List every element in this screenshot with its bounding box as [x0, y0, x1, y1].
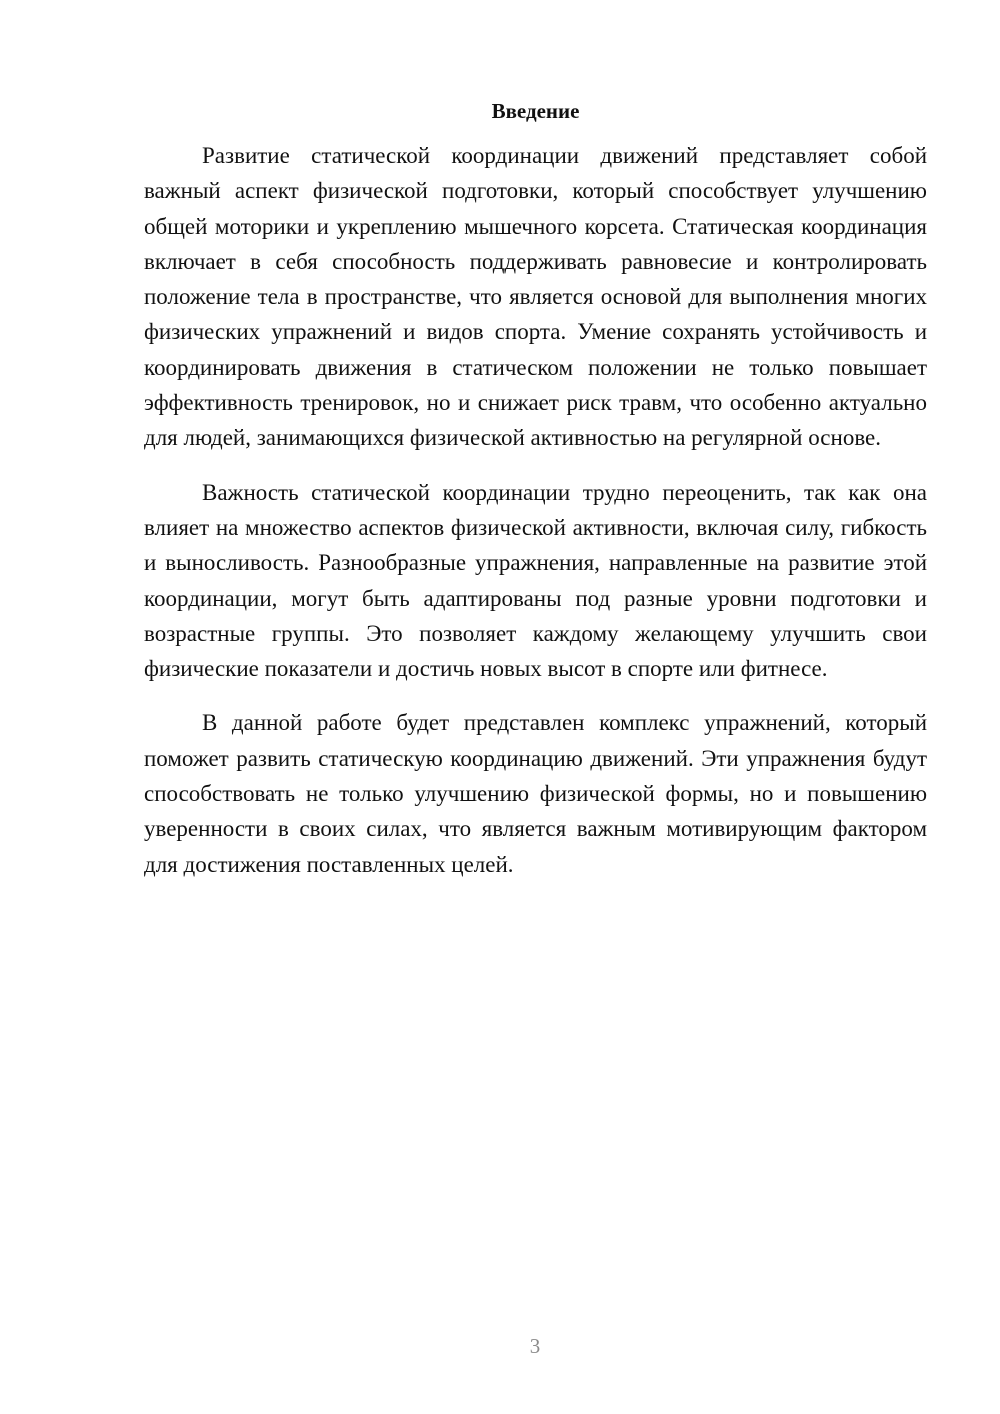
paragraph-1: Развитие статической координации движений представляет собой важный аспект физической подготовки, который способствует улучшению общей моторики и укреплению мышечного корсета. Статическая координация включает в себя способность поддерживать равновесие и контролировать положение тела в пространстве, что является основой для выполнения многих физических упражнений и видов спорта. Умение сохранять устойчивость и координировать движения в статическом положении не только повышает эффективность тренировок, но и снижает риск травм, что особенно актуально для людей, занимающихся физической активностью на регулярной основе. — [144, 143, 927, 451]
page-number: 3 — [529, 1334, 541, 1358]
section-title: Введение — [491, 99, 580, 123]
paragraph-2: Важность статической координации трудно переоценить, так как она влияет на множество аспектов физической активности, включая силу, гибкость и выносливость. Разнообразные упражнения, направленные на развитие этой координации, могут быть адаптированы под разные уровни подготовки и возрастные группы. Это позволяет каждому желающему улучшить свои физические показатели и достичь новых высот в спорте или фитнесе. — [144, 479, 927, 682]
paragraph-3: В данной работе будет представлен комплекс упражнений, который поможет развить статическую координацию движений. Эти упражнения будут способствовать не только улучшению физической формы, но и повышению уверенности в своих силах, что является важным мотивирующим фактором для достижения поставленных целей. — [144, 710, 927, 877]
page-content — [144, 96, 927, 882]
